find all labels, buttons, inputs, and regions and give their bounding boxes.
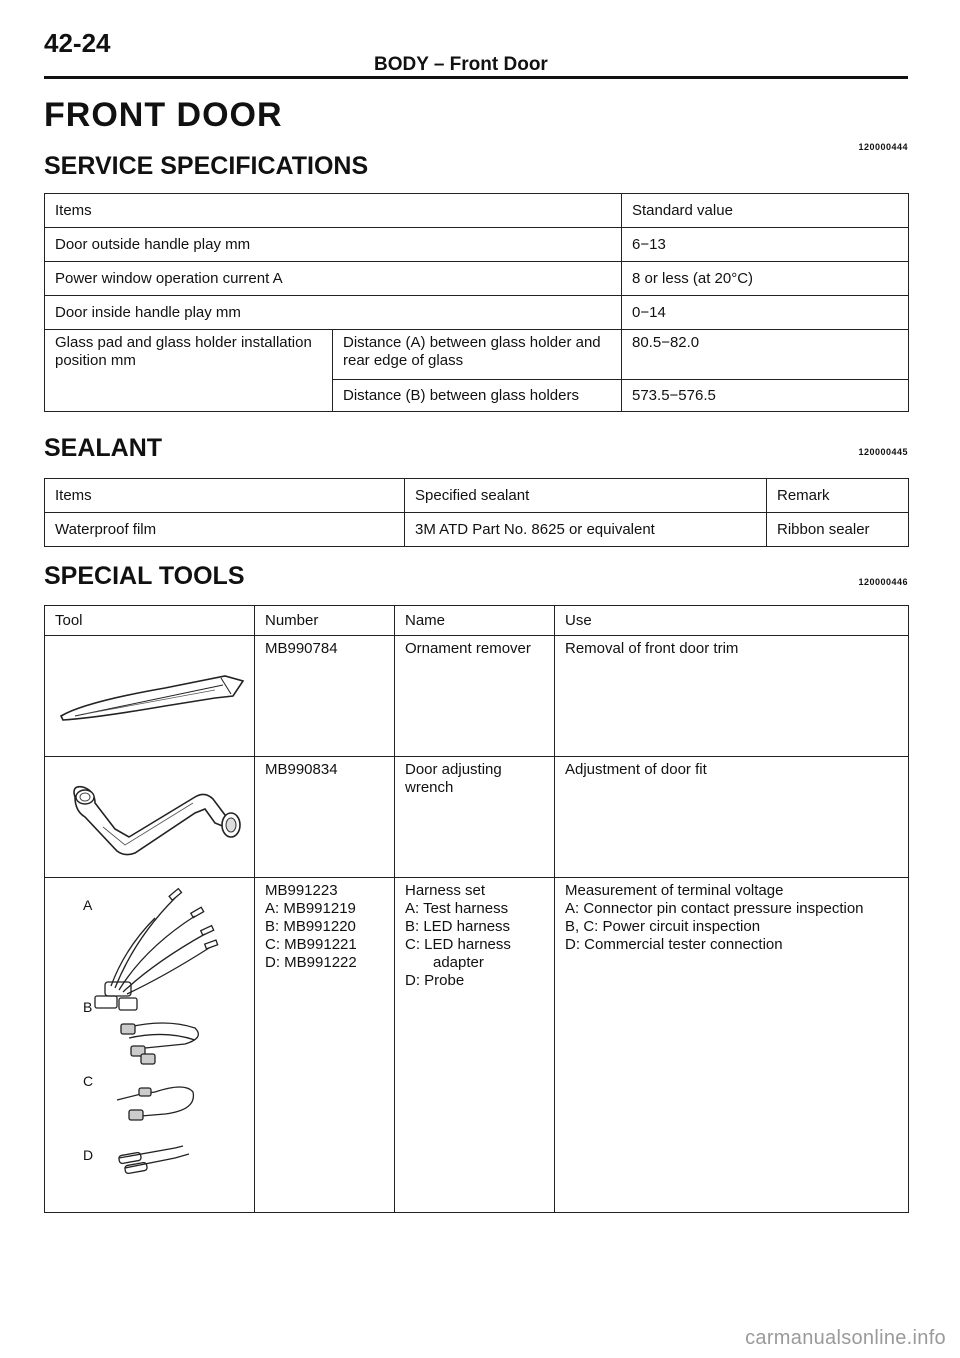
tool-part-label: A: [83, 897, 93, 913]
header-items: Items: [45, 479, 405, 513]
table-row: [45, 330, 909, 380]
tool-use: Adjustment of door fit: [555, 757, 909, 878]
tool-illustration-cell: [45, 757, 255, 878]
special-tools-heading: SPECIAL TOOLS: [44, 562, 245, 590]
table-header-row: [45, 479, 909, 513]
spec-item: Door inside handle play mm: [45, 296, 622, 330]
spec-value: 573.5−576.5: [622, 380, 909, 412]
header-use: Use: [555, 606, 909, 636]
tool-name-line: D: Probe: [405, 972, 465, 989]
tool-use-line: D: Commercial tester connection: [565, 936, 783, 953]
table-row: [45, 757, 909, 878]
service-specifications-heading: SERVICE SPECIFICATIONS: [44, 152, 369, 180]
tool-part-label: D: [83, 1147, 94, 1163]
page-number: 42-24: [44, 28, 111, 58]
tool-use: Removal of front door trim: [555, 636, 909, 757]
tool-use-line: Measurement of terminal voltage: [565, 882, 784, 899]
sealant-remark: Ribbon sealer: [767, 513, 909, 547]
table-row: [45, 296, 909, 330]
tool-name-line: B: LED harness: [405, 918, 511, 935]
tool-name: Ornament remover: [395, 636, 555, 757]
ref-number-front-door: 120000444: [858, 142, 908, 152]
tool-number-line: D: MB991222: [265, 954, 357, 971]
tool-name-cell: [395, 878, 555, 1213]
spec-item-glass-pad: Glass pad and glass holder installation position mm: [45, 330, 333, 412]
spec-item: Door outside handle play mm: [45, 228, 622, 262]
tool-name-line: C: LED harness: [405, 936, 511, 953]
header-rule: [44, 76, 908, 79]
spec-value: 80.5−82.0: [622, 330, 909, 380]
spec-item: Power window operation current A: [45, 262, 622, 296]
running-title: BODY – Front Door: [374, 54, 548, 75]
tool-number: MB990834: [255, 757, 395, 878]
table-row: [45, 262, 909, 296]
spec-value: 8 or less (at 20°C): [622, 262, 909, 296]
ref-number-sealant: 120000445: [858, 447, 908, 457]
spec-sub-item: Distance (A) between glass holder and rear edge of glass: [333, 330, 622, 380]
tool-use-line: B, C: Power circuit inspection: [565, 918, 761, 935]
sealant-spec: 3M ATD Part No. 8625 or equivalent: [405, 513, 767, 547]
page-title: FRONT DOOR: [44, 96, 283, 134]
tool-use-cell: [555, 878, 909, 1213]
spec-value: 6−13: [622, 228, 909, 262]
tool-number-line: A: MB991219: [265, 900, 356, 917]
table-row: [45, 513, 909, 547]
special-tools-table: [44, 605, 909, 1213]
tool-name-line: wrench: [405, 779, 454, 796]
tool-part-label: B: [83, 999, 93, 1015]
page-header: [44, 28, 908, 78]
tool-name-line: A: Test harness: [405, 900, 509, 917]
header-number: Number: [255, 606, 395, 636]
sealant-item: Waterproof film: [45, 513, 405, 547]
tool-name-cell: [395, 757, 555, 878]
header-tool: Tool: [45, 606, 255, 636]
tool-name-line: Harness set: [405, 882, 486, 899]
spec-sub-item: Distance (B) between glass holders: [333, 380, 622, 412]
tool-part-label: C: [83, 1073, 94, 1089]
table-row: [45, 636, 909, 757]
sealant-heading: SEALANT: [44, 434, 163, 462]
tool-use-line: A: Connector pin contact pressure inspection: [565, 900, 864, 917]
table-row: [45, 878, 909, 1213]
header-items: Items: [45, 194, 622, 228]
tool-number: MB990784: [255, 636, 395, 757]
header-name: Name: [395, 606, 555, 636]
ref-number-special-tools: 120000446: [858, 577, 908, 587]
tool-number-cell: [255, 878, 395, 1213]
header-remark: Remark: [767, 479, 909, 513]
tool-number-line: MB991223: [265, 882, 338, 899]
tool-name-line: Door adjusting: [405, 761, 502, 778]
tool-illustration-cell: [45, 878, 255, 1213]
harness-set-icon: [45, 878, 255, 1212]
ornament-remover-icon: [45, 636, 255, 756]
tool-illustration-cell: [45, 636, 255, 757]
table-header-row: [45, 194, 909, 228]
watermark: carmanualsonline.info: [745, 1327, 946, 1349]
spec-value: 0−14: [622, 296, 909, 330]
sealant-table: [44, 478, 909, 547]
header-standard-value: Standard value: [622, 194, 909, 228]
door-adjusting-wrench-icon: [45, 757, 255, 877]
table-row: [45, 228, 909, 262]
table-header-row: [45, 606, 909, 636]
tool-name-line: adapter: [433, 954, 484, 971]
service-specifications-table: [44, 193, 909, 412]
tool-number-line: C: MB991221: [265, 936, 357, 953]
tool-number-line: B: MB991220: [265, 918, 356, 935]
header-specified-sealant: Specified sealant: [405, 479, 767, 513]
